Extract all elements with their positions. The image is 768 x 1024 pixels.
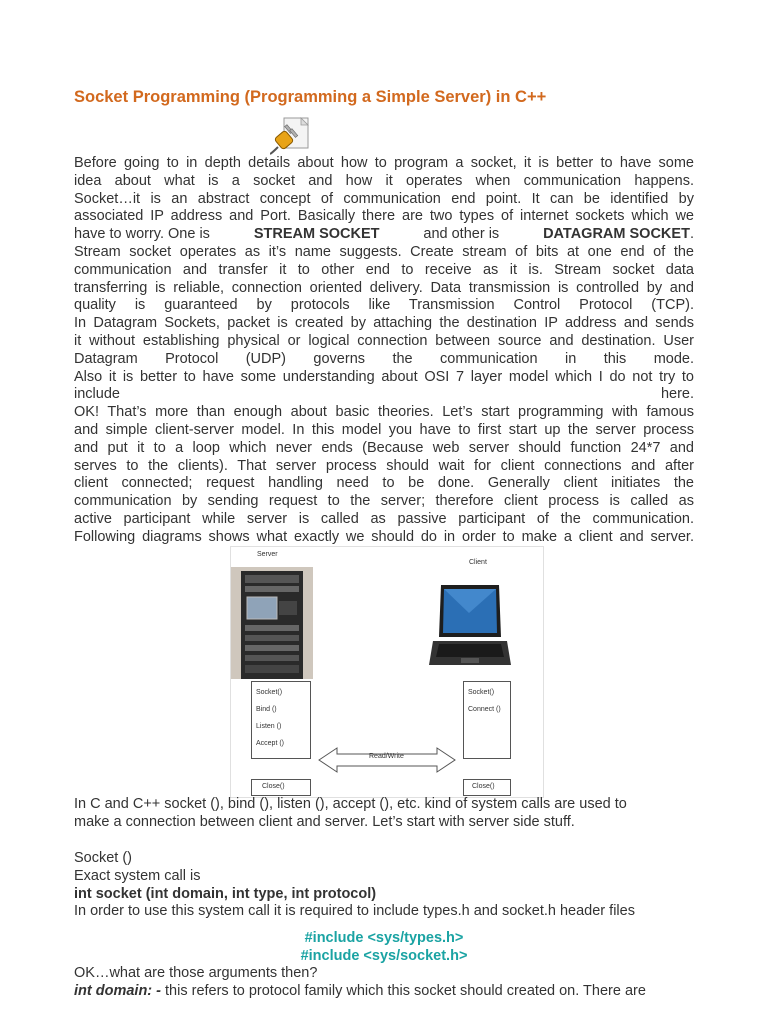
text-line: Also it is better to have some understanding about OSI 7 layer model which I do not try to xyxy=(74,368,694,385)
client-close-box: Close() xyxy=(463,779,511,796)
plug-icon xyxy=(270,117,310,155)
text-line: client connected; request handling need to be done. Generally client initiates the xyxy=(74,475,694,492)
text-line: Following diagrams shows what exactly we should do in order to make a client and server. xyxy=(74,528,694,545)
text-line: OK! That’s more than enough about basic theories. Let’s start programming with famous xyxy=(74,404,694,421)
text-line: communication by sending request to the server; therefore client process is called as xyxy=(74,493,694,510)
include-socket: #include <sys/socket.h> xyxy=(300,948,468,964)
text-line: associated IP address and Port. Basically there are two types of internet sockets which we xyxy=(74,208,694,225)
server-rack-icon xyxy=(231,567,313,679)
laptop-icon xyxy=(429,583,511,671)
int-domain-label: int domain: - xyxy=(74,982,161,999)
server-close-box: Close() xyxy=(251,779,311,796)
after-diagram-text: In C and C++ socket (), bind (), listen (), accept (), etc. kind of system calls are used to make a connection between client and server. Let’s start with server side stuff. xyxy=(74,796,627,830)
text-line: Stream socket operates as it’s name suggests. Create stream of bits at one end of the xyxy=(74,243,694,260)
text-line: quality is guaranteed by protocols like Transmission Control Protocol (TCP). xyxy=(74,297,694,314)
text-line: Datagram Protocol (UDP) governs the communication in this mode. xyxy=(74,350,694,367)
text-line: active participant while server is called as passive participant of the communication. xyxy=(74,510,694,527)
text-line: and simple client-server model. In this model you have to first start up the server process xyxy=(74,421,694,438)
include-types: #include <sys/types.h> xyxy=(304,930,464,946)
text-line: serves to the clients). That server process should wait for client connections and after xyxy=(74,457,694,474)
text-line: include here. xyxy=(74,386,694,403)
arguments-section: OK…what are those arguments then? int domain: - this refers to protocol family which this socket should created on. There are xyxy=(74,965,646,999)
read-write-label: Read/Write xyxy=(369,753,404,760)
text-line: Before going to in depth details about how to program a socket, it is better to have some xyxy=(74,155,694,171)
text-line: idea about what is a socket and how it operates when communication happens. xyxy=(74,172,694,189)
text-line: communication and transfer it to other end to receive as it is. Stream socket data xyxy=(74,261,694,278)
read-write-arrow-icon xyxy=(317,745,457,775)
intro-paragraph xyxy=(74,155,694,547)
datagram-socket-term: DATAGRAM SOCKET xyxy=(543,226,690,243)
socket-heading: Socket () xyxy=(74,850,133,866)
socket-signature: int socket (int domain, int type, int protocol) xyxy=(74,885,377,902)
include-block xyxy=(74,929,694,965)
text-line: Socket…it is an abstract concept of communication end point. It can be identified by xyxy=(74,190,694,207)
client-calls-box: Socket() Connect () xyxy=(463,681,511,759)
socket-section: Socket () Exact system call is int socket (int domain, int type, int protocol) In order to use this system call it is required to include types.h and socket.h header files xyxy=(74,850,635,920)
text-line: have to worry. One is STREAM SOCKET and other is DATAGRAM SOCKET. xyxy=(74,226,694,243)
server-label: Server xyxy=(257,551,278,558)
text-line: it without establishing physical or logical connection between source and destination. User xyxy=(74,332,694,349)
text-line: transferring is reliable, connection oriented delivery. Data transmission is controlled by and xyxy=(74,279,694,296)
text-line: In Datagram Sockets, packet is created by attaching the destination IP address and sends xyxy=(74,315,694,332)
client-label: Client xyxy=(469,559,487,566)
page-title: Socket Programming (Programming a Simple Server) in C++ xyxy=(74,88,547,106)
stream-socket-term: STREAM SOCKET xyxy=(253,226,380,243)
text-line: and put it to a loop which never ends (Because web server should function 24*7 and xyxy=(74,439,694,456)
server-calls-box: Socket() Bind () Listen () Accept () xyxy=(251,681,311,759)
client-server-diagram xyxy=(230,546,544,798)
